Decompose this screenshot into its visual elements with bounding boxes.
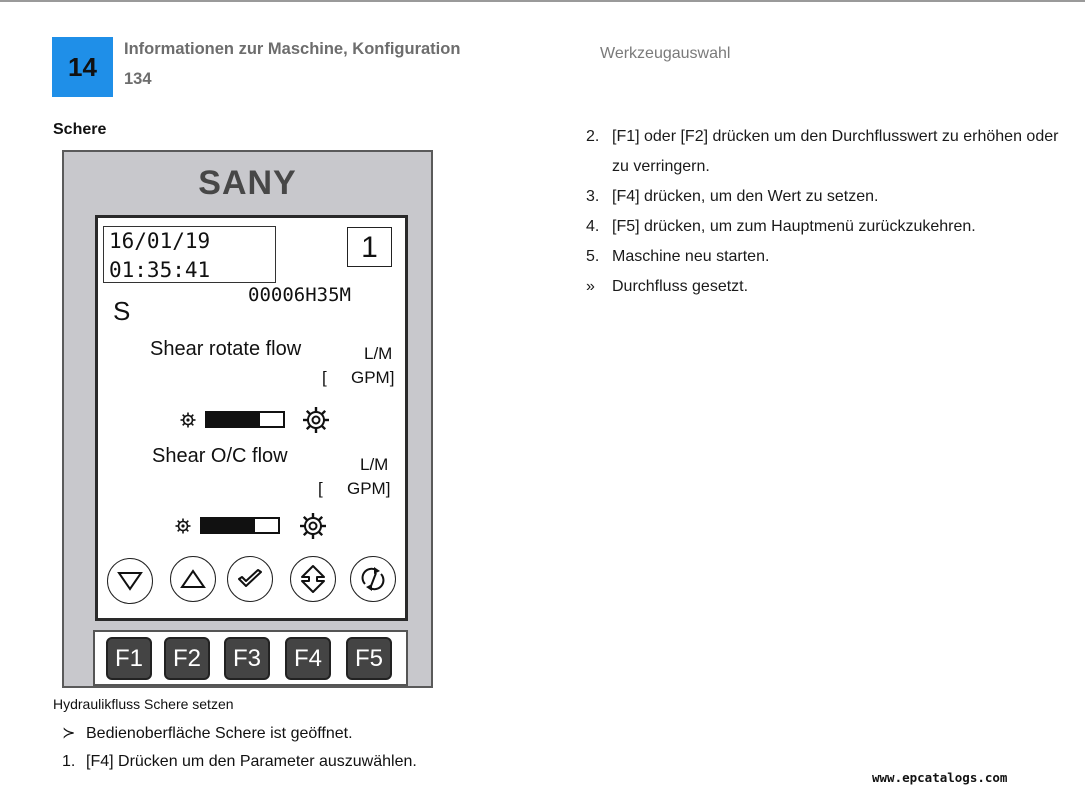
up-arrow-button[interactable]: [170, 556, 216, 602]
flow-level-bar-oc: [200, 517, 280, 534]
f1-key[interactable]: F1: [106, 637, 152, 680]
page-number: 134: [124, 70, 152, 88]
list-text: [F4] drücken, um den Wert zu setzen.: [612, 188, 879, 205]
unit-bracket-rotate: [: [322, 368, 327, 387]
date-readout: 16/01/19: [109, 229, 211, 253]
confirm-button[interactable]: [227, 556, 273, 602]
screen-number: 1: [347, 227, 392, 267]
step-item: [586, 122, 1066, 182]
hour-meter: 00006H35M: [248, 284, 351, 306]
list-marker: ≻: [62, 725, 76, 742]
brand-logo: SANY: [198, 164, 297, 202]
check-icon: [236, 568, 264, 590]
small-gear-icon: [175, 518, 191, 534]
list-marker: 4.: [586, 218, 600, 235]
list-marker: 2.: [586, 128, 600, 145]
chapter-title: Informationen zur Maschine, Konfiguration: [124, 40, 461, 58]
unit-bracket-oc: [: [318, 479, 323, 498]
refresh-icon: [358, 564, 388, 594]
step-item: [586, 242, 1066, 272]
step-item: [62, 753, 417, 771]
up-down-icon: [298, 564, 328, 594]
unit-imperial-rotate: GPM]: [351, 368, 395, 387]
flow-level-fill-oc: [202, 519, 255, 532]
step-list: [586, 122, 1066, 302]
list-text: [F1] oder [F2] drücken um den Durchflusswert zu erhöhen oder zu verringern.: [612, 128, 1059, 175]
list-marker: 1.: [62, 753, 76, 770]
small-gear-icon: [180, 412, 196, 428]
list-text: [F4] Drücken um den Parameter auszuwählen.: [86, 753, 417, 770]
list-text: Maschine neu starten.: [612, 248, 770, 265]
flow-level-fill-rotate: [207, 413, 260, 426]
list-marker: 5.: [586, 248, 600, 265]
f4-key[interactable]: F4: [285, 637, 331, 680]
list-text: Durchfluss gesetzt.: [612, 278, 749, 295]
time-readout: 01:35:41: [109, 258, 211, 282]
unit-metric-rotate: L/M: [364, 344, 393, 363]
list-marker: 3.: [586, 188, 600, 205]
up-arrow-icon: [180, 568, 206, 590]
mode-indicator: S: [113, 296, 131, 326]
flow-label-oc: Shear O/C flow: [152, 445, 288, 467]
list-text: [F5] drücken, um zum Hauptmenü zurückzukehren.: [612, 218, 976, 235]
footer-url: www.epcatalogs.com: [872, 770, 1008, 785]
running-head: Werkzeugauswahl: [600, 45, 731, 62]
refresh-button[interactable]: [350, 556, 396, 602]
section-title: Schere: [53, 121, 107, 138]
function-key-bar: [93, 630, 408, 686]
f3-key[interactable]: F3: [224, 637, 270, 680]
step-item: [586, 182, 1066, 212]
chapter-number-box: 14: [52, 37, 113, 97]
large-gear-icon: [299, 512, 327, 540]
unit-metric-oc: L/M: [360, 455, 389, 474]
large-gear-icon: [302, 406, 330, 434]
down-arrow-button[interactable]: [107, 558, 153, 604]
f5-key[interactable]: F5: [346, 637, 392, 680]
display-unit-figure: [62, 150, 433, 688]
down-arrow-icon: [117, 570, 143, 592]
flow-level-bar-rotate: [205, 411, 285, 428]
flow-label-rotate: Shear rotate flow: [150, 338, 302, 360]
result-item: [586, 272, 1066, 302]
figure-caption: Hydraulikfluss Schere setzen: [53, 696, 234, 712]
unit-imperial-oc: GPM]: [347, 479, 391, 498]
f2-key[interactable]: F2: [164, 637, 210, 680]
list-marker: »: [586, 278, 595, 295]
precondition-item: [62, 723, 353, 743]
step-item: [586, 212, 1066, 242]
lcd-screen: [95, 215, 408, 621]
up-down-button[interactable]: [290, 556, 336, 602]
list-text: Bedienoberfläche Schere ist geöffnet.: [86, 725, 353, 742]
datetime-box: [103, 226, 276, 283]
top-rule: [0, 0, 1085, 2]
